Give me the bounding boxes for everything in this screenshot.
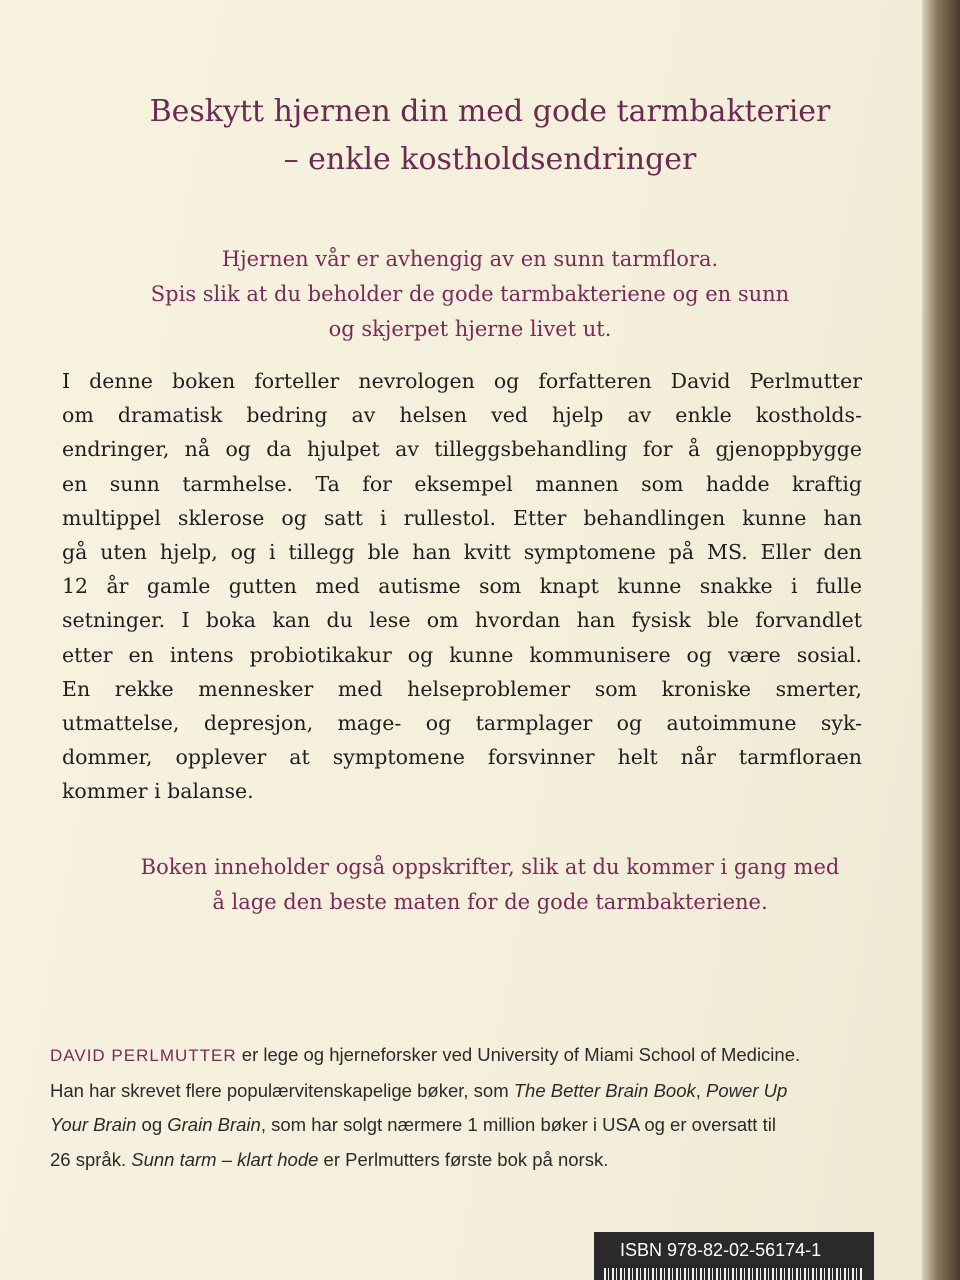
intro-text	[60, 242, 880, 347]
author-name: DAVID PERLMUTTER	[50, 1046, 237, 1065]
body-line: kommer i balanse.	[62, 779, 254, 804]
body-line: multippel sklerose og satt i rullestol. Etter behandlingen kunne han	[62, 505, 862, 530]
isbn-label	[594, 1232, 874, 1280]
body-line: endringer, nå og da hjulpet av tilleggsbehandling for å gjenoppbygge	[62, 437, 862, 462]
book-title: Grain Brain	[167, 1114, 261, 1135]
author-bio-text: og	[136, 1114, 168, 1135]
body-line: I denne boken forteller nevrologen og forfatteren David Perlmutter	[62, 369, 862, 393]
author-bio-line	[50, 1038, 880, 1074]
author-bio-text: er Perlmutters første bok på norsk.	[318, 1148, 609, 1170]
intro-line: og skjerpet hjerne livet ut.	[328, 317, 612, 341]
body-line: etter en intens probiotikakur og kunne kommunisere og være sosial.	[62, 642, 862, 667]
body-line: En rekke mennesker med helseproblemer som kroniske smerter,	[62, 676, 862, 701]
body-line: 12 år gamle gutten med autisme som knapt kunne snakke i fulle	[62, 574, 862, 599]
intro-line: Hjernen vår er avhengig av en sunn tarmflora.	[221, 247, 719, 271]
body-line: gå uten hjelp, og i tillegg ble han kvitt symptomene på MS. Eller den	[62, 540, 862, 565]
body-line: utmattelse, depresjon, mage- og tarmplager og autoimmune syk-	[62, 711, 862, 736]
headline-line: Beskytt hjernen din med gode tarmbakterier	[149, 94, 831, 129]
book-title: The Better Brain Book	[513, 1079, 696, 1101]
headline	[60, 88, 920, 184]
author-bio-line	[50, 1108, 880, 1143]
description-body	[62, 364, 862, 809]
author-bio-line	[50, 1143, 880, 1178]
author-bio-text: 26 språk.	[50, 1148, 132, 1170]
author-bio-text: , som har solgt nærmere 1 million bøker i USA og er oversatt til	[260, 1114, 776, 1135]
closing-text	[60, 850, 920, 920]
body-line: dommer, opplever at symptomene forsvinner helt når tarmfloraen	[62, 745, 862, 770]
intro-line: Spis slik at du beholder de gode tarmbakteriene og en sunn	[150, 282, 790, 306]
author-bio-text: er lege og hjerneforsker ved University of Miami School of Medicine.	[236, 1044, 801, 1065]
body-line: setninger. I boka kan du lese om hvordan han fysisk ble forvandlet	[62, 608, 862, 633]
isbn-number: ISBN 978-82-02-56174-1	[620, 1240, 822, 1260]
book-title: Your Brain	[50, 1114, 137, 1135]
book-edge-shadow	[922, 0, 960, 1280]
closing-line: Boken inneholder også oppskrifter, slik at du kommer i gang med	[140, 855, 840, 879]
author-bio	[50, 1038, 880, 1177]
author-bio-text: ,	[695, 1079, 707, 1101]
body-line: om dramatisk bedring av helsen ved hjelp av enkle kostholds-	[62, 403, 862, 428]
author-bio-text: Han har skrevet flere populærvitenskapelige bøker, som	[50, 1079, 514, 1101]
barcode	[604, 1268, 864, 1280]
closing-line: å lage den beste maten for de gode tarmbakteriene.	[212, 890, 768, 914]
author-bio-line	[50, 1074, 880, 1109]
book-title: Sunn tarm – klart hode	[131, 1148, 319, 1170]
book-title: Power Up	[706, 1079, 788, 1101]
body-line: en sunn tarmhelse. Ta for eksempel mannen som hadde kraftig	[62, 471, 862, 496]
headline-line: – enkle kostholdsendringer	[283, 142, 697, 177]
